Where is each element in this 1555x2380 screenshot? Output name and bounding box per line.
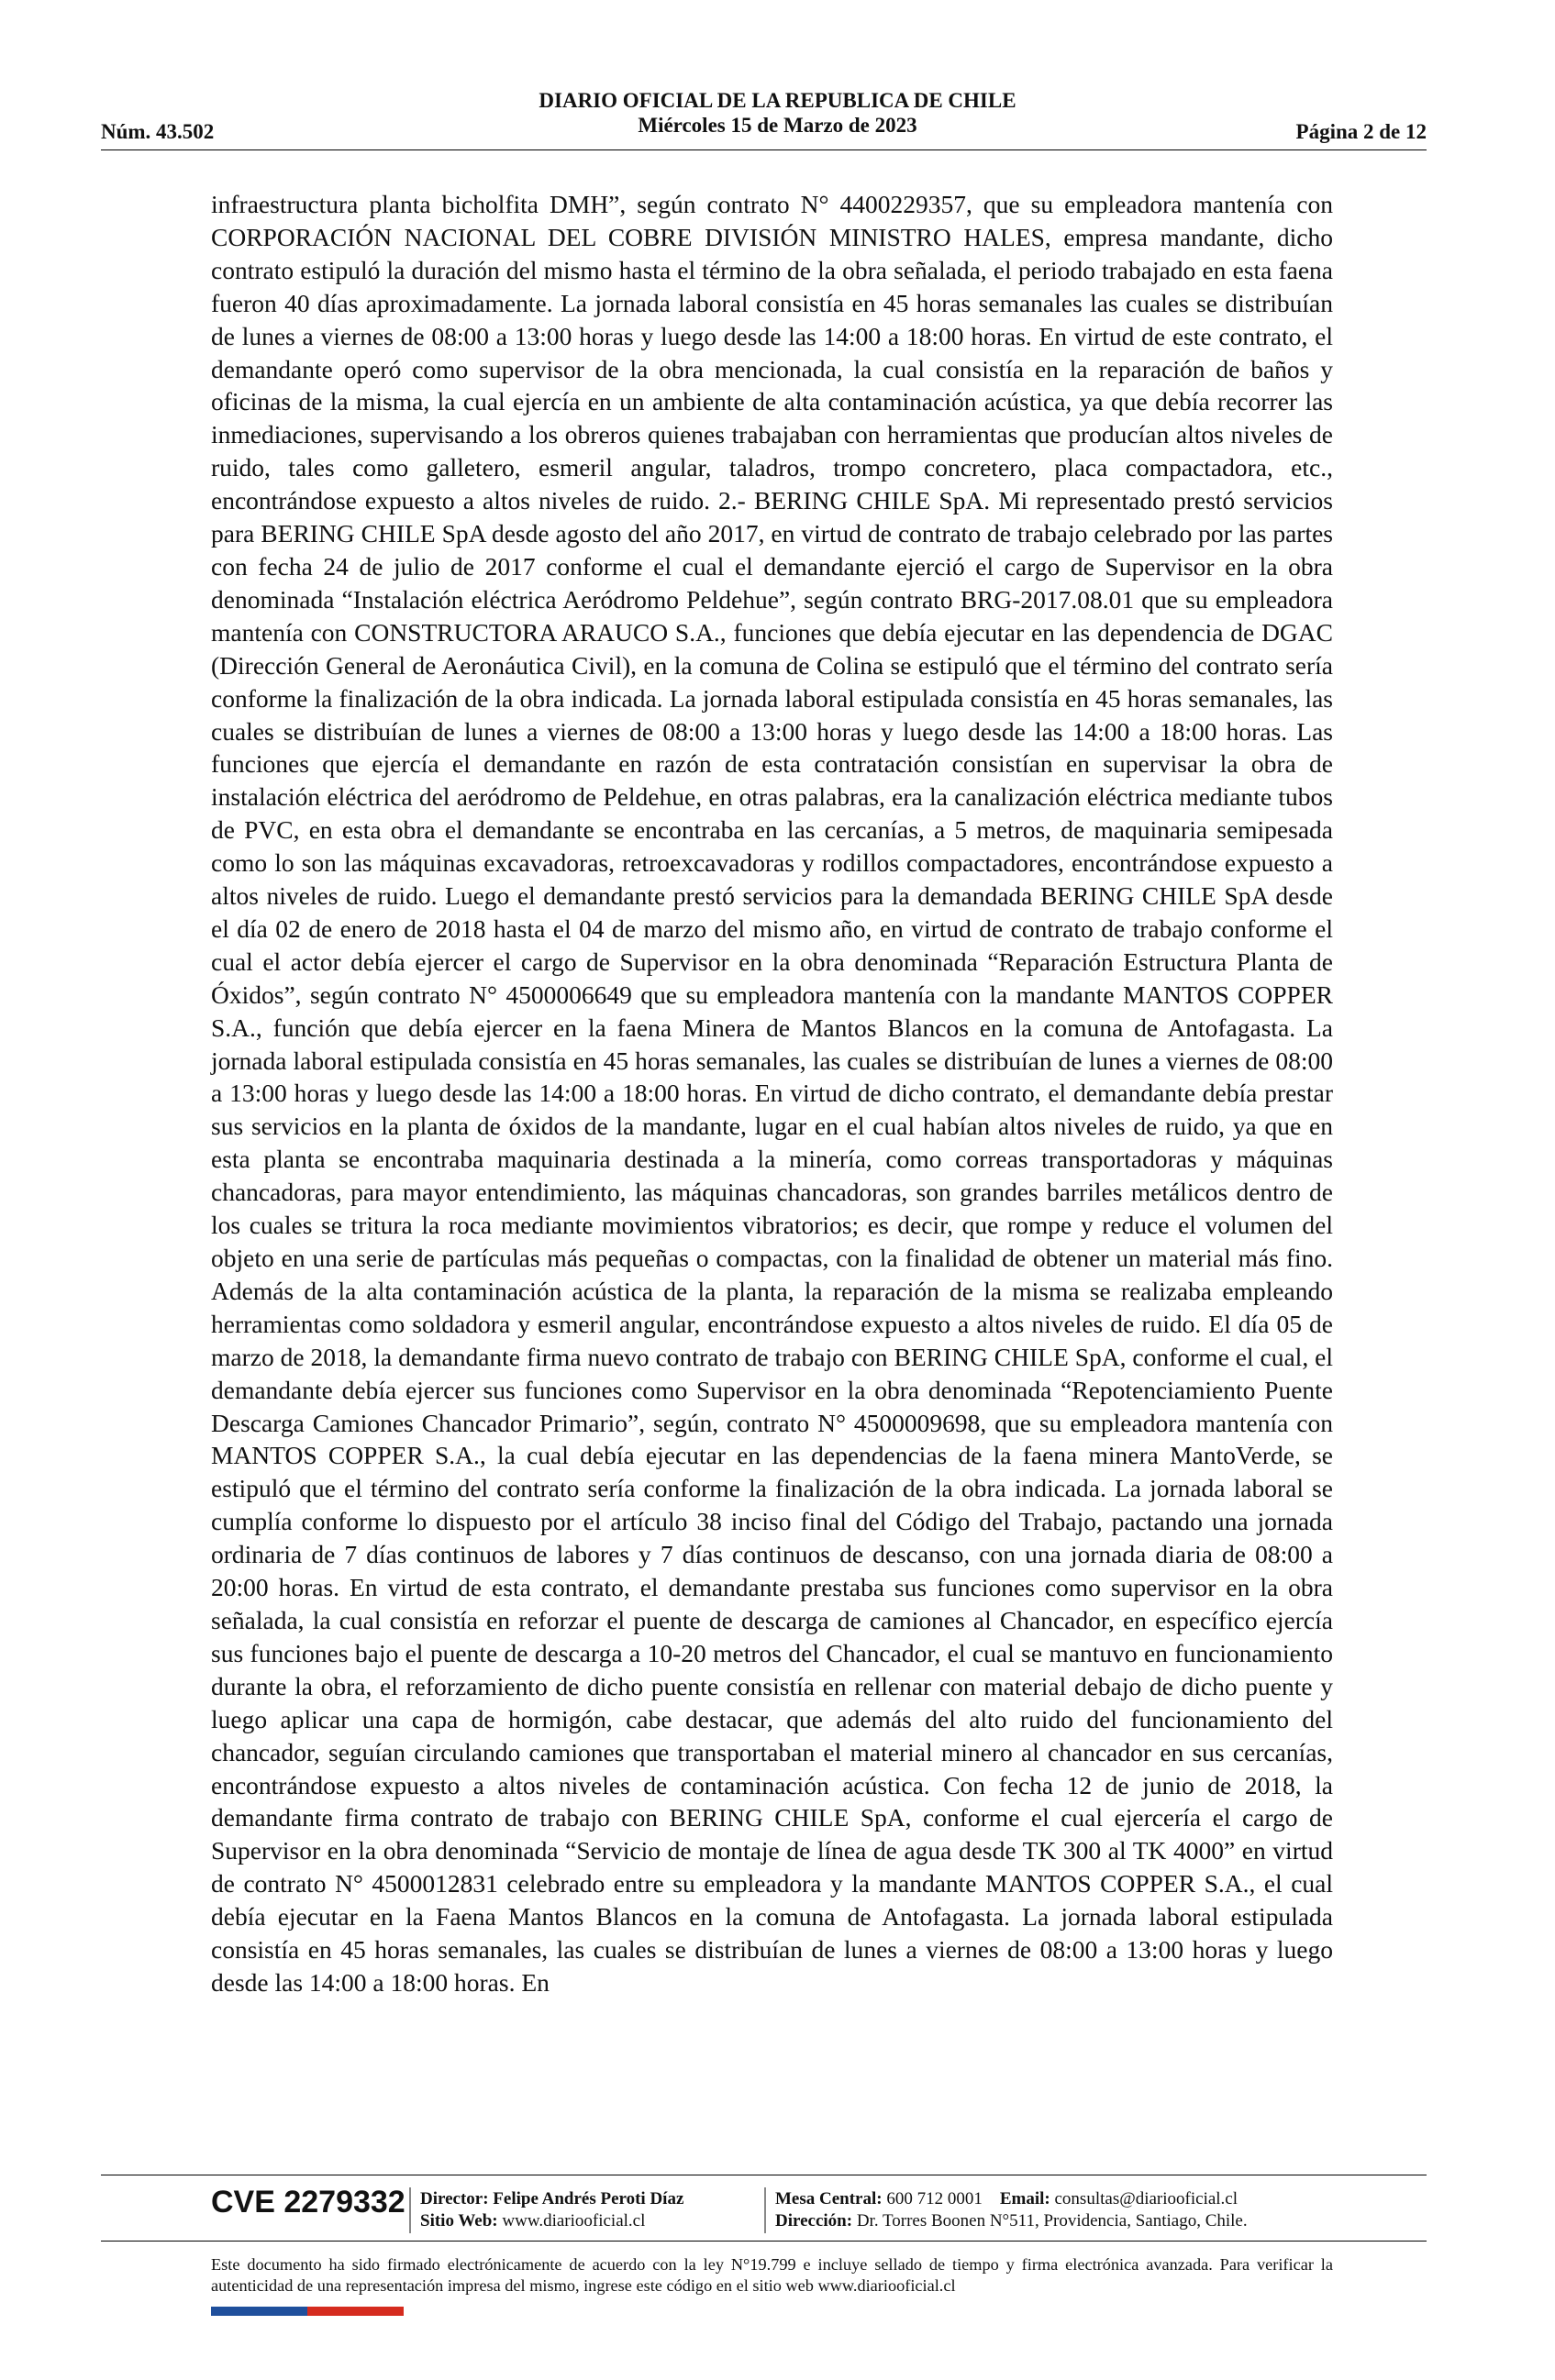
email-label: Email: bbox=[999, 2189, 1050, 2208]
email-link[interactable]: consultas@diariooficial.cl bbox=[1054, 2189, 1238, 2208]
address-label: Dirección: bbox=[775, 2211, 853, 2231]
director-name: Felipe Andrés Peroti Díaz bbox=[493, 2189, 684, 2208]
issue-number: Núm. 43.502 bbox=[101, 120, 215, 143]
page-number: Página 2 de 12 bbox=[1295, 120, 1427, 143]
website-label: Sitio Web: bbox=[420, 2211, 498, 2231]
website-link[interactable]: www.diariooficial.cl bbox=[502, 2211, 646, 2231]
director-label: Director: bbox=[420, 2189, 489, 2208]
flag-red-segment bbox=[307, 2307, 404, 2316]
address-value: Dr. Torres Boonen N°511, Providencia, Santiago, Chile. bbox=[856, 2211, 1248, 2231]
legal-notice: Este documento ha sido firmado electrónicamente de acuerdo con la ley N°19.799 e incluye sellado de tiempo y firma electrónica avanzada. Para verificar la autenticidad de una representación impresa del mismo, ingrese este código en el sitio web www.diariooficial.cl bbox=[211, 2255, 1333, 2295]
contact-block bbox=[775, 2188, 1248, 2232]
cve-code: CVE 2279332 bbox=[211, 2185, 405, 2219]
phone-value: 600 712 0001 bbox=[886, 2189, 983, 2208]
header-divider bbox=[101, 149, 1427, 150]
director-block bbox=[420, 2188, 683, 2232]
chile-flag-bar bbox=[211, 2307, 404, 2316]
publication-title: DIARIO OFICIAL DE LA REPUBLICA DE CHILE bbox=[539, 89, 1016, 112]
body-paragraph: infraestructura planta bicholfita DMH”, según contrato N° 4400229357, que su empleadora mantenía con CORPORACIÓN NACIONAL DEL COBRE DIVISIÓN MINISTRO HALES, empresa mandante, dicho contrato estipuló la duración del mismo hasta el término de la obra señalada, el periodo trabajado en esta faena fueron 40 días aproximadamente. La jornada laboral consistía en 45 horas semanales las cuales se distribuían de lunes a viernes de 08:00 a 13:00 horas y luego desde las 14:00 a 18:00 horas. En virtud de este contrato, el demandante operó como supervisor de la obra mencionada, la cual consistía en la reparación de baños y oficinas de la misma, la cual ejercía en un ambiente de alta contaminación acústica, ya que debía recorrer las inmediaciones, supervisando a los obreros quienes trabajaban con herramientas que producían altos niveles de ruido, tales como galletero, esmeril angular, taladros, trompo concretero, placa compactadora, etc., encontrándose expuesto a altos niveles de ruido. 2.- BERING CHILE SpA. Mi representado prestó servicios para BERING CHILE SpA desde agosto del año 2017, en virtud de contrato de trabajo celebrado por las partes con fecha 24 de julio de 2017 conforme el cual el demandante ejerció el cargo de Supervisor en la obra denominada “Instalación eléctrica Aeródromo Peldehue”, según contrato BRG-2017.08.01 que su empleadora mantenía con CONSTRUCTORA ARAUCO S.A., funciones que debía ejecutar en las dependencia de DGAC (Dirección General de Aeronáutica Civil), en la comuna de Colina se estipuló que el término del contrato sería conforme la finalización de la obra indicada. La jornada laboral estipulada consistía en 45 horas semanales, las cuales se distribuían de lunes a viernes de 08:00 a 13:00 horas y luego desde las 14:00 a 18:00 horas. Las funciones que ejercía el demandante en razón de esta contratación consistían en supervisar la obra de instalación eléctrica del aeródromo de Peldehue, en otras palabras, era la canalización eléctrica mediante tubos de PVC, en esta obra el demandante se encontraba en las cercanías, a 5 metros, de maquinaria semipesada como lo son las máquinas excavadoras, retroexcavadoras y rodillos compactadores, encontrándose expuesto a altos niveles de ruido. Luego el demandante prestó servicios para la demandada BERING CHILE SpA desde el día 02 de enero de 2018 hasta el 04 de marzo del mismo año, en virtud de contrato de trabajo conforme el cual el actor debía ejercer el cargo de Supervisor en la obra denominada “Reparación Estructura Planta de Óxidos”, según contrato N° 4500006649 que su empleadora mantenía con la mandante MANTOS COPPER S.A., función que debía ejercer en la faena Minera de Mantos Blancos en la comuna de Antofagasta. La jornada laboral estipulada consistía en 45 horas semanales, las cuales se distribuían de lunes a viernes de 08:00 a 13:00 horas y luego desde las 14:00 a 18:00 horas. En virtud de dicho contrato, el demandante debía prestar sus servicios en la planta de óxidos de la mandante, lugar en el cual habían altos niveles de ruido, ya que en esta planta se encontraba maquinaria destinada a la minería, como correas transportadoras y máquinas chancadoras, para mayor entendimiento, las máquinas chancadoras, son grandes barriles metálicos dentro de los cuales se tritura la roca mediante movimientos vibratorios; es decir, que rompe y reduce el volumen del objeto en una serie de partículas más pequeñas o compactas, con la finalidad de obtener un material más fino. Además de la alta contaminación acústica de la planta, la reparación de la misma se realizaba empleando herramientas como soldadora y esmeril angular, encontrándose expuesto a altos niveles de ruido. El día 05 de marzo de 2018, la demandante firma nuevo contrato de trabajo con BERING CHILE SpA, conforme el cual, el demandante debía ejercer sus funciones como Supervisor en la obra denominada “Repotenciamiento Puente Descarga Camiones Chancador Primario”, según, contrato N° 4500009698, que su empleadora mantenía con MANTOS COPPER S.A., la cual debía ejecutar en las dependencias de la faena minera MantoVerde, se estipuló que el término del contrato sería conforme la finalización de la obra indicada. La jornada laboral se cumplía conforme lo dispuesto por el artículo 38 inciso final del Código del Trabajo, pactando una jornada ordinaria de 7 días continuos de labores y 7 días continuos de descanso, con una jornada diaria de 08:00 a 20:00 horas. En virtud de esta contrato, el demandante prestaba sus funciones como supervisor en la obra señalada, la cual consistía en reforzar el puente de descarga de camiones al Chancador, en específico ejercía sus funciones bajo el puente de descarga a 10-20 metros del Chancador, el cual se mantuvo en funcionamiento durante la obra, el reforzamiento de dicho puente consistía en rellenar con material debajo de dicho puente y luego aplicar una capa de hormigón, cabe destacar, que además del alto ruido del funcionamiento del chancador, seguían circulando camiones que transportaban el material minero al chancador en sus cercanías, encontrándose expuesto a altos niveles de contaminación acústica. Con fecha 12 de junio de 2018, la demandante firma contrato de trabajo con BERING CHILE SpA, conforme el cual ejercería el cargo de Supervisor en la obra denominada “Servicio de montaje de línea de agua desde TK 300 al TK 4000” en virtud de contrato N° 4500012831 celebrado entre su empleadora y la mandante MANTOS COPPER S.A., el cual debía ejecutar en la Faena Mantos Blancos en la comuna de Antofagasta. La jornada laboral estipulada consistía en 45 horas semanales, las cuales se distribuían de lunes a viernes de 08:00 a 13:00 horas y luego desde las 14:00 a 18:00 horas. En bbox=[211, 190, 1333, 1997]
flag-blue-segment bbox=[211, 2307, 307, 2316]
footer-separator bbox=[409, 2187, 411, 2233]
footer-divider-bottom bbox=[101, 2241, 1427, 2242]
phone-label: Mesa Central: bbox=[775, 2189, 883, 2208]
publication-date: Miércoles 15 de Marzo de 2023 bbox=[638, 114, 917, 137]
footer-separator bbox=[764, 2187, 766, 2233]
